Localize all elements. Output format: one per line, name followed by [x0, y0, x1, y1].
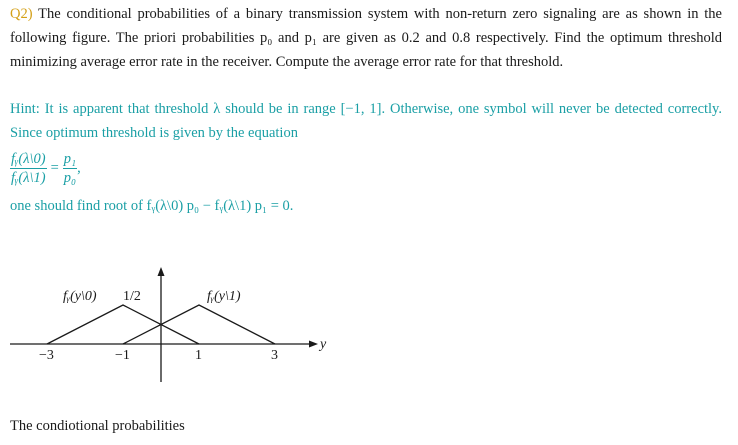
label-f-given-0: fᵧ(y\0): [63, 289, 97, 304]
conditional-probability-figure: [0, 262, 340, 392]
fraction-right-denominator: p₀: [63, 170, 77, 186]
fraction-right: [63, 150, 77, 187]
pdf-given-0-triangle: [47, 305, 199, 344]
figure-caption: The condiotional probabilities: [10, 418, 185, 434]
label-peak-value: 1/2: [123, 289, 141, 304]
root-equation-line: one should find root of fᵧ(λ\0) p₀ − fᵧ(λ\1) p₁ = 0.: [10, 198, 294, 214]
fraction-left-numerator: fᵧ(λ\0): [11, 151, 46, 167]
tick-label-neg1: −1: [115, 348, 130, 363]
hint-text: Hint: It is apparent that threshold λ should be in range [−1, 1]. Otherwise, one symbol will never be detected correctly. Since optimum threshold is given by the equation: [10, 101, 722, 141]
tick-label-1: 1: [195, 348, 202, 363]
question-body: The conditional probabilities of a binary transmission system with non-return zero signaling are as shown in the following figure. The priori probabilities p₀ and p₁ are given as 0.2 and 0.8 respectively. Find the optimum threshold minimizing average error rate in the receiver. Compute the average error rate for that threshold.: [10, 6, 722, 70]
optimum-threshold-equation: [10, 150, 81, 187]
question-number: Q2): [10, 6, 33, 22]
equation-comma: ,: [77, 160, 81, 176]
y-axis-arrow-icon: [309, 341, 318, 348]
fraction-left-denominator: fᵧ(λ\1): [11, 170, 46, 186]
equals-sign: =: [50, 160, 59, 176]
fraction-right-numerator: p₁: [63, 151, 77, 167]
tick-label-3: 3: [271, 348, 278, 363]
label-f-given-1: fᵧ(y\1): [207, 289, 241, 304]
axis-variable-label: y: [320, 337, 327, 352]
question-text: [10, 2, 722, 74]
tick-label-neg3: −3: [39, 348, 54, 363]
fraction-left: [10, 150, 47, 187]
pdf-given-1-triangle: [123, 305, 275, 344]
vertical-axis-arrow-icon: [158, 267, 165, 276]
